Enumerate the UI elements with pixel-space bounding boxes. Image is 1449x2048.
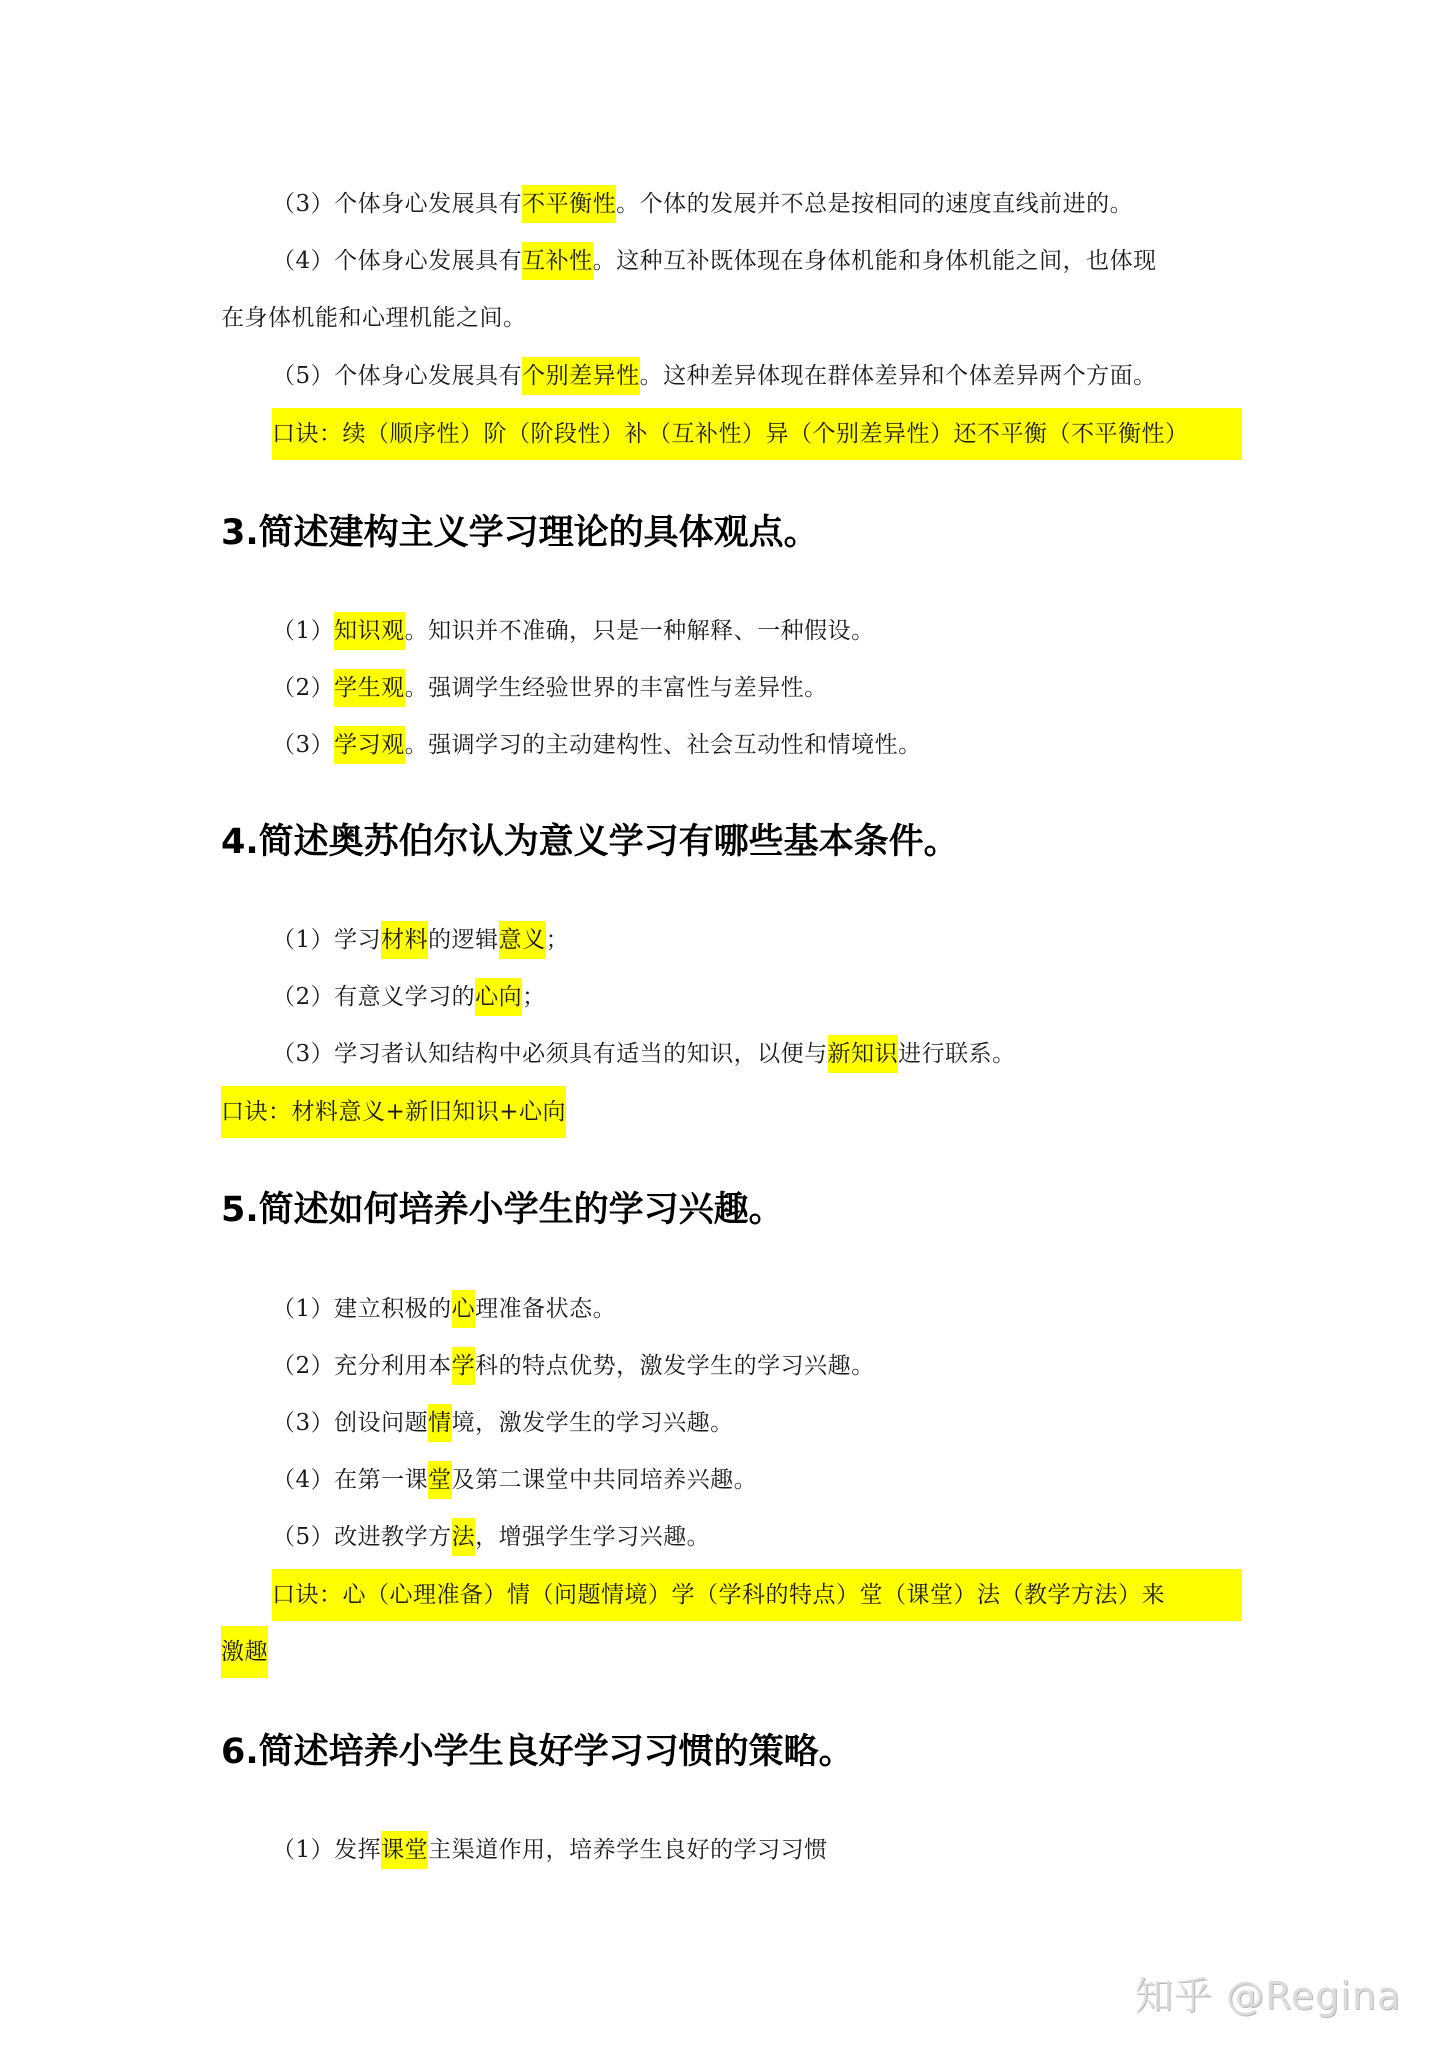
item-text: （2）有意义学习的 (272, 984, 476, 1010)
highlighted-keyword: 不平衡性 (522, 185, 616, 223)
item-text: 的逻辑 (428, 927, 499, 953)
item-text: （3）学习者认知结构中必须具有适当的知识，以便与 (272, 1041, 828, 1067)
s2-item-5 (272, 350, 1157, 402)
item-text: （3）个体身心发展具有 (272, 191, 523, 217)
s5-item-2 (272, 1340, 875, 1392)
item-text: 。个体的发展并不总是按相同的速度直线前进的。 (616, 191, 1134, 217)
highlighted-keyword: 心 (452, 1290, 476, 1328)
section-5-title: 5.简述如何培养小学生的学习兴趣。 (221, 1190, 784, 1230)
s2-item-3 (272, 178, 1133, 230)
highlighted-keyword: 新知识 (828, 1035, 899, 1073)
item-text: （4）在第一课 (272, 1467, 429, 1493)
item-text: 进行联系。 (898, 1041, 1016, 1067)
s6-item-1 (272, 1824, 828, 1876)
s2-item-4-continuation: 在身体机能和心理机能之间。 (221, 305, 527, 331)
s3-item-1 (272, 605, 875, 657)
item-number: （2） (272, 675, 335, 701)
s4-item-3 (272, 1028, 1016, 1080)
highlighted-keyword: 学生观 (334, 669, 405, 707)
s5-item-3 (272, 1397, 734, 1449)
s5-item-5 (272, 1511, 710, 1563)
highlighted-keyword: 互补性 (522, 242, 593, 280)
item-text: ； (522, 984, 546, 1010)
item-text: （4）个体身心发展具有 (272, 248, 523, 274)
highlighted-keyword: 学习观 (334, 726, 405, 764)
item-text: 。强调学生经验世界的丰富性与差异性。 (404, 675, 828, 701)
item-text: 。强调学习的主动建构性、社会互动性和情境性。 (404, 732, 922, 758)
item-text: 。这种差异体现在群体差异和个体差异两个方面。 (639, 363, 1157, 389)
highlighted-keyword: 堂 (428, 1461, 452, 1499)
s5-item-1 (272, 1283, 616, 1335)
s5-item-4 (272, 1454, 757, 1506)
item-text: 。知识并不准确，只是一种解释、一种假设。 (404, 618, 875, 644)
s3-item-3 (272, 719, 922, 771)
s4-item-2 (272, 971, 546, 1023)
highlighted-keyword: 课堂 (381, 1831, 428, 1869)
highlighted-keyword: 意义 (499, 921, 546, 959)
item-text: ，增强学生学习兴趣。 (475, 1524, 711, 1550)
item-text: 科的特点优势，激发学生的学习兴趣。 (475, 1353, 875, 1379)
item-text: 主渠道作用，培养学生良好的学习习惯 (428, 1837, 828, 1863)
s3-item-2 (272, 662, 828, 714)
item-text: 理准备状态。 (475, 1296, 617, 1322)
item-text: ； (545, 927, 570, 953)
highlighted-keyword: 心向 (475, 978, 522, 1016)
highlighted-keyword: 材料 (381, 921, 428, 959)
s5-mnemonic-line-1: 口诀：心（心理准备）情（问题情境）学（学科的特点）堂（课堂）法（教学方法）来 (272, 1569, 1242, 1621)
highlighted-keyword: 法 (452, 1518, 476, 1556)
item-text: （1）发挥 (272, 1837, 382, 1863)
highlighted-keyword: 个别差异性 (522, 357, 640, 395)
item-text: 境，激发学生的学习兴趣。 (451, 1410, 734, 1436)
item-text: （5）改进教学方 (272, 1524, 452, 1550)
item-text: （1）学习 (272, 927, 382, 953)
item-text: （1）建立积极的 (272, 1296, 452, 1322)
item-number: （3） (272, 732, 335, 758)
section-6-title: 6.简述培养小学生良好学习习惯的策略。 (221, 1732, 854, 1772)
item-text: 。这种互补既体现在身体机能和身体机能之间，也体现 (592, 248, 1157, 274)
item-text: 及第二课堂中共同培养兴趣。 (451, 1467, 758, 1493)
highlighted-keyword: 知识观 (334, 612, 405, 650)
zhihu-watermark: 知乎 @Regina (1135, 1974, 1402, 2018)
s2-item-4 (272, 235, 1157, 287)
s2-mnemonic: 口诀：续（顺序性）阶（阶段性）补（互补性）异（个别差异性）还不平衡（不平衡性） (272, 408, 1242, 460)
highlighted-keyword: 学 (452, 1347, 476, 1385)
section-4-title: 4.简述奥苏伯尔认为意义学习有哪些基本条件。 (221, 822, 959, 862)
item-text: （3）创设问题 (272, 1410, 429, 1436)
highlighted-keyword: 情 (428, 1404, 452, 1442)
s4-mnemonic: 口诀：材料意义+新旧知识+心向 (221, 1086, 566, 1138)
section-3-title: 3.简述建构主义学习理论的具体观点。 (221, 513, 819, 553)
item-text: （5）个体身心发展具有 (272, 363, 523, 389)
item-text: （2）充分利用本 (272, 1353, 452, 1379)
s5-mnemonic-line-2: 激趣 (221, 1626, 268, 1678)
s4-item-1 (272, 914, 569, 966)
item-number: （1） (272, 618, 335, 644)
